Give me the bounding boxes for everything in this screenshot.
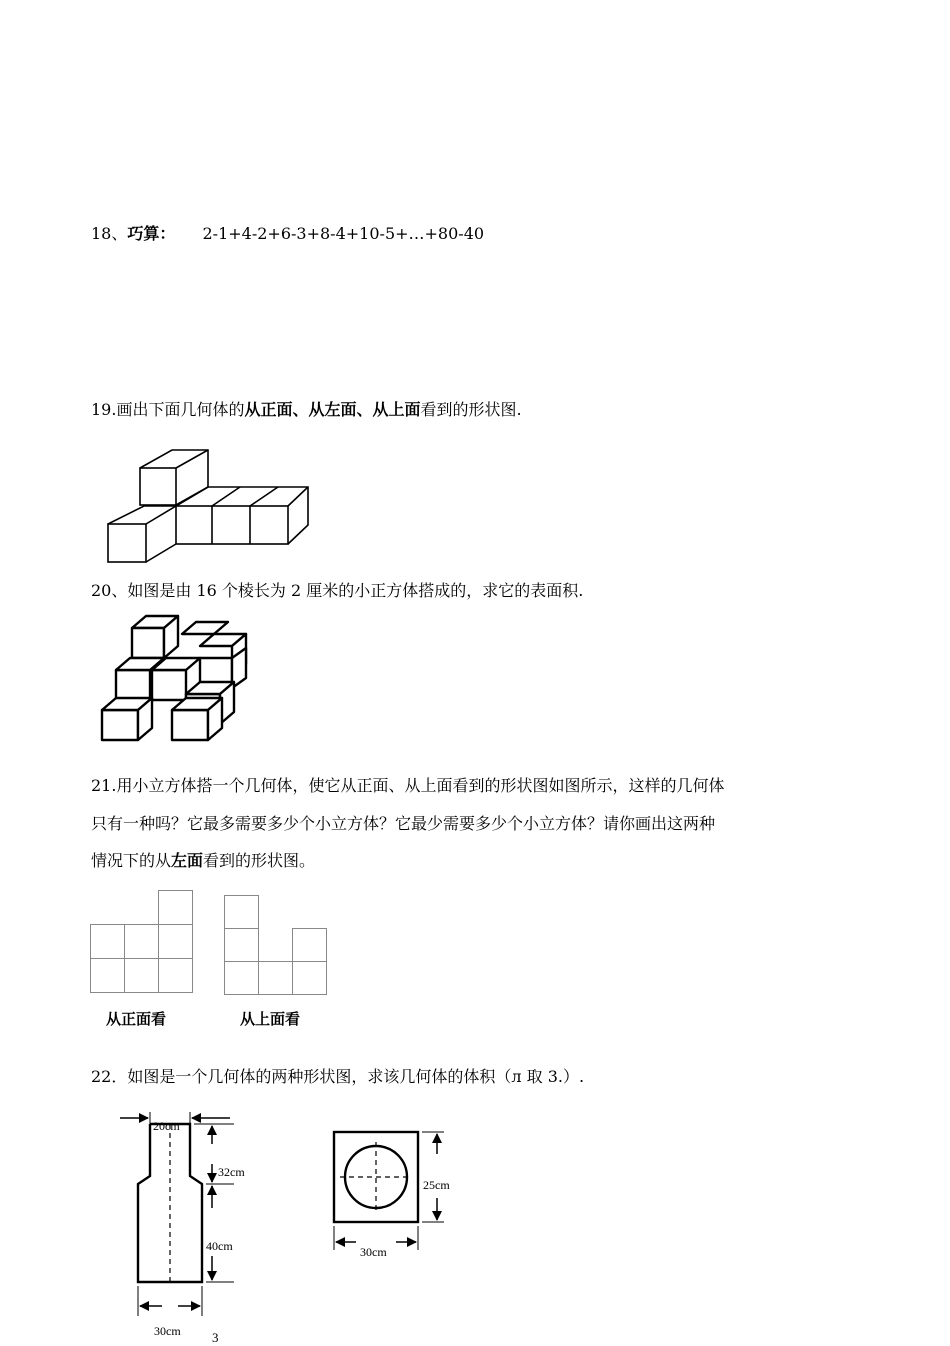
q19: 19.画出下面几何体的从正面、从左面、从上面看到的形状图. [91, 400, 522, 419]
page-number: 3 [212, 1330, 219, 1345]
q22-top-view-diagram [330, 1126, 470, 1262]
q21-top-view-grid [224, 895, 328, 999]
q20-stacked-cubes-figure [100, 608, 255, 748]
dim-30cm-front: 30cm [154, 1324, 181, 1338]
dim-32cm: 32cm [218, 1165, 245, 1179]
q21-front-caption: 从正面看 [106, 1010, 167, 1028]
q22: 22．如图是一个几何体的两种形状图，求该几何体的体积（л 取 3.）. [91, 1067, 585, 1086]
q19-solid-figure [100, 440, 320, 570]
q21-line2: 只有一种吗？它最多需要多少个小立方体？它最少需要多少个小立方体？请你画出这两种 [91, 814, 716, 833]
q18: 18、巧算： 2-1+4-2+6-3+8-4+10-5+…+80-40 [91, 224, 485, 243]
q20: 20、如图是由 16 个棱长为 2 厘米的小正方体搭成的，求它的表面积. [91, 581, 584, 600]
q21-line1: 21.用小立方体搭一个几何体，使它从正面、从上面看到的形状图如图所示，这样的几何体 [91, 776, 725, 795]
dim-25cm: 25cm [423, 1178, 450, 1192]
q21-top-caption: 从上面看 [240, 1010, 301, 1028]
q21-front-view-grid [90, 890, 194, 994]
q21-line3: 情况下的从左面看到的形状图。 [91, 851, 316, 870]
dim-20cm: 20cm [153, 1119, 180, 1133]
dim-40cm: 40cm [206, 1239, 233, 1253]
q18-expression: 2-1+4-2+6-3+8-4+10-5+…+80-40 [202, 224, 485, 243]
dim-30cm-top: 30cm [360, 1245, 387, 1259]
q22-front-view-diagram [112, 1108, 252, 1338]
